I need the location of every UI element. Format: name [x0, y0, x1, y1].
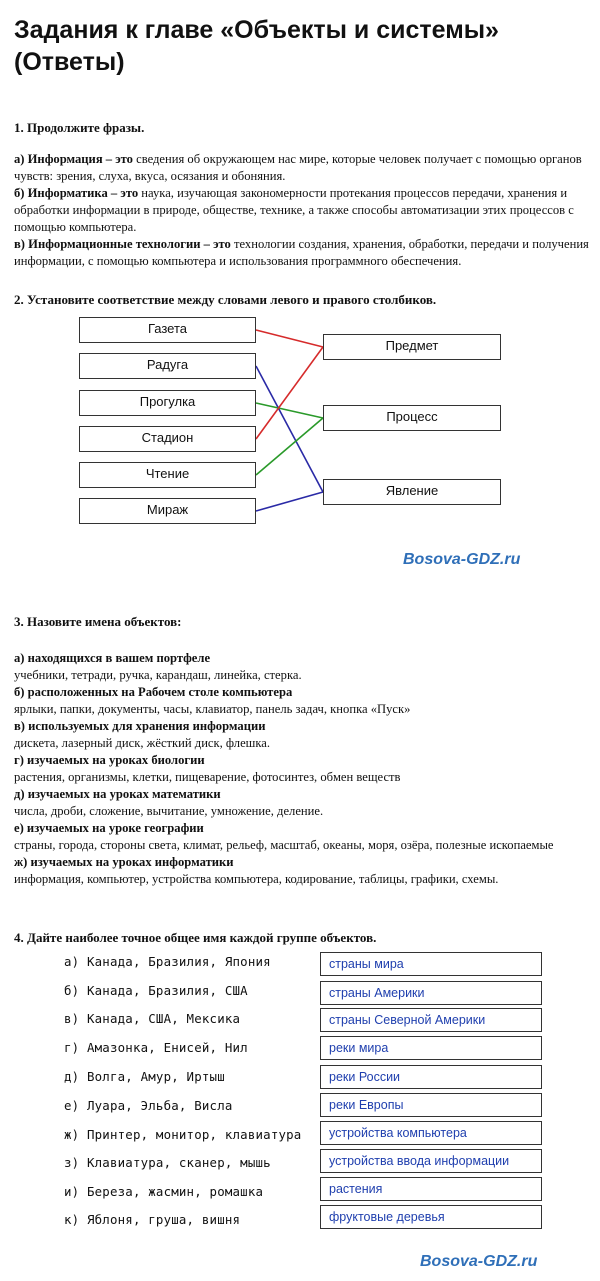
left-box-stadion: Стадион [79, 426, 256, 452]
link-line-0 [256, 330, 323, 347]
link-line-2 [256, 403, 323, 418]
q4-answer-i: растения [320, 1177, 542, 1201]
q4-group-d: г) Амазонка, Енисей, Нил [64, 1040, 248, 1055]
left-box-gazeta: Газета [79, 317, 256, 343]
right-box-predmet: Предмет [323, 334, 501, 360]
q4-group-f: е) Луара, Эльба, Висла [64, 1098, 233, 1113]
q3-item-a: а) находящихся в вашем портфеле учебники, тетради, ручка, карандаш, линейка, стерка. [14, 651, 302, 682]
link-line-5 [256, 492, 323, 511]
q4-answer-j: фруктовые деревья [320, 1205, 542, 1229]
q4-group-a: а) Канада, Бразилия, Япония [64, 954, 271, 969]
left-box-raduga: Радуга [79, 353, 256, 379]
right-box-process: Процесс [323, 405, 501, 431]
watermark-1: Bosova-GDZ.ru [403, 551, 521, 568]
q4-answer-e: реки России [320, 1065, 542, 1089]
q4-group-j: к) Яблоня, груша, вишня [64, 1212, 241, 1227]
q1-item-c: в) Информационные технологии – это технологии создания, хранения, обработки, передачи и получения информации, с помощью компьютера и использования программного обеспечения. [14, 237, 589, 268]
left-box-mirazh: Мираж [79, 498, 256, 524]
q4-group-i: и) Береза, жасмин, ромашка [64, 1184, 264, 1199]
watermark-2: Bosova-GDZ.ru [420, 1253, 538, 1270]
q4-answer-g: устройства компьютера [320, 1121, 542, 1145]
q3-item-f: е) изучаемых на уроке географии страны, города, стороны света, климат, рельеф, масштаб, океаны, моря, озёра, полезные ископаемые [14, 821, 554, 852]
q4-answer-a: страны мира [320, 952, 542, 976]
q1-heading: 1. Продолжите фразы. [14, 120, 145, 135]
q1-item-b: б) Информатика – это наука, изучающая закономерности протекания процессов передачи, хранения и обработки информации в природе, обществе, технике, а также способы автоматизации этих процессов с помощью компьютера. [14, 186, 574, 234]
q4-group-b: б) Канада, Бразилия, США [64, 983, 248, 998]
q4-group-h: з) Клавиатура, сканер, мышь [64, 1155, 271, 1170]
q4-heading: 4. Дайте наиболее точное общее имя каждой группе объектов. [14, 930, 377, 945]
q4-answer-h: устройства ввода информации [320, 1149, 542, 1173]
q3-item-c: в) используемых для хранения информации дискета, лазерный диск, жёсткий диск, флешка. [14, 719, 271, 750]
left-box-chtenie: Чтение [79, 462, 256, 488]
q3-item-b: б) расположенных на Рабочем столе компьютера ярлыки, папки, документы, часы, клавиатор, панель задач, кнопка «Пуск» [14, 685, 411, 716]
left-box-progulka: Прогулка [79, 390, 256, 416]
q3-item-d: г) изучаемых на уроках биологии растения, организмы, клетки, пищеварение, фотосинтез, обмен веществ [14, 753, 401, 784]
q3-text [14, 650, 592, 888]
q2-heading: 2. Установите соответствие между словами левого и правого столбиков. [14, 292, 437, 307]
q4-group-g: ж) Принтер, монитор, клавиатура [64, 1127, 302, 1142]
q3-item-g: ж) изучаемых на уроках информатики информация, компьютер, устройства компьютера, кодирование, таблицы, графики, схемы. [14, 855, 499, 886]
q3-item-e: д) изучаемых на уроках математики числа, дроби, сложение, вычитание, умножение, деление. [14, 787, 324, 818]
link-line-3 [256, 347, 323, 439]
right-box-yavlenie: Явление [323, 479, 501, 505]
link-line-1 [256, 366, 323, 492]
q4-group-c: в) Канада, США, Мексика [64, 1011, 241, 1026]
q4-group-e: д) Волга, Амур, Иртыш [64, 1069, 225, 1084]
q4-answer-f: реки Европы [320, 1093, 542, 1117]
q4-answer-c: страны Северной Америки [320, 1008, 542, 1032]
q4-answer-d: реки мира [320, 1036, 542, 1060]
page-title: Задания к главе «Объекты и системы» (Ответы) [14, 16, 499, 76]
q1-item-a: а) Информация – это сведения об окружающем нас мире, которые человек получает с помощью органов чувств: зрения, слуха, вкуса, осязания и обоняния. [14, 152, 582, 183]
q3-heading: 3. Назовите имена объектов: [14, 614, 182, 629]
q4-answer-b: страны Америки [320, 981, 542, 1005]
